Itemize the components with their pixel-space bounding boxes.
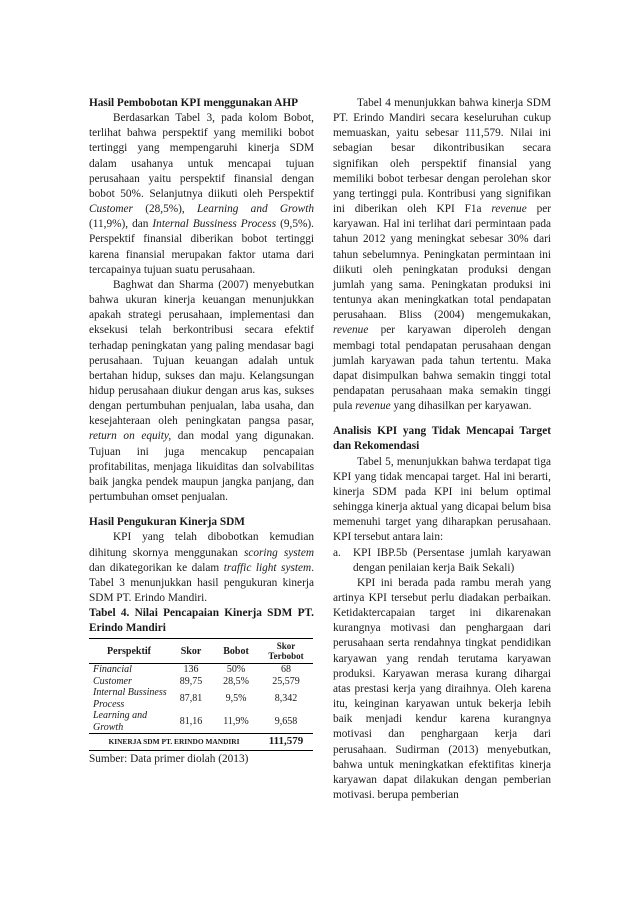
table-source: Sumber: Data primer diolah (2013): [89, 752, 249, 765]
paragraph-tabel4: Tabel 4 menunjukkan bahwa kinerja SDM PT. Erindo Mandiri secara keseluruhan cukup memuaskan, yaitu sebesar 111,579. Nilai ini sebagian besar dikontribusikan secara signifikan oleh perspektif finansial yang memiliki bobot terbesar dengan perolehan skor yang tertinggi pula. Kontribusi yang signifikan ini diberikan oleh KPI F1a revenue per karyawan. Hal ini terlihat dari permintaan pada tahun 2012 yang meningkat sebesar 30% dari tahun sebelumnya. Peningkatan permintaan ini diikuti oleh peningkatan produksi dengan jumlah yang sama. Peningkatan produksi ini tentunya akan meningkatkan total pendapatan perusahaan. Bliss (2004) mengemukakan, revenue per karyawan diperoleh dengan membagi total pendapatan perusahaan dengan jumlah karyawan pada tahun tertentu. Maka dapat disimpulkan bahwa semakin tinggi total pendapatan perusahaan maka semakin tinggi pula revenue yang dihasilkan per karyawan.: [333, 97, 551, 413]
table-header-row: [89, 639, 313, 664]
section-heading-ahp: Hasil Pembobotan KPI menggunakan AHP: [89, 97, 299, 109]
right-column: [333, 96, 551, 803]
italic-term: return on equity,: [89, 430, 172, 443]
table-caption: Tabel 4. Nilai Pencapaian Kinerja SDM PT. Erindo Mandiri: [89, 607, 314, 635]
italic-term: revenue: [355, 400, 391, 413]
cell-bobot: 28,5%: [223, 675, 249, 687]
cell-skor-terbobot: 25,579: [272, 675, 300, 687]
cell-perspektif: Internal Bussiness Process: [93, 687, 167, 710]
cell-perspektif: Customer: [93, 675, 132, 687]
col-header-perspektif: Perspektif: [89, 639, 169, 664]
paragraph-bobot: Berdasarkan Tabel 3, pada kolom Bobot, terlihat bahwa perspektif yang memiliki bobot tertinggi yang mempengaruhi kinerja SDM dalam usahanya untuk mencapai tujuan perusahaan yaitu perspektif finansial dengan bobot 50%. Selanjutnya diikuti oleh Perspektif Customer (28,5%), Learning and Growth (11,9%), dan Internal Bussiness Process (9,5%). Perspektif finansial diberikan bobot tertinggi karena finansial merupakan faktor utama dari tercapainya tujuan suatu perusahaan.: [89, 112, 314, 276]
cell-skor: 89,75: [179, 675, 203, 687]
kpi-table: [89, 638, 313, 751]
cell-bobot: 50%: [226, 664, 246, 676]
table-body: [89, 664, 313, 734]
table-total-row: [89, 734, 313, 751]
col-header-bobot: Bobot: [213, 639, 259, 664]
section-heading-pengukuran: Hasil Pengukuran Kinerja SDM: [89, 516, 245, 529]
paragraph-rambu-merah: KPI ini berada pada rambu merah yang artinya KPI tersebut perlu diadakan perbaikan. Ketidaktercapaian target ini dikarenakan kurangnya motivasi dan penghargaan dari perusahaan serta rendahnya tingkat pendidikan karyawan yang rendah terutama karyawan produksi. Karyawan merasa kurang dihargai atas prestasi kerja yang diraihnya. Oleh karena itu, keinginan karyawan untuk bekerja lebih baik menjadi kendur karena kurangnya motivasi dan penghargaan kerja dari perusahaan. Sudirman (2013) menyebutkan, bahwa untuk meningkatkan efektifitas kinerja karyawan dapat dilakukan dengan pemberian motivasi. berupa pemberian: [333, 576, 551, 802]
paragraph-baghwat: Baghwat dan Sharma (2007) menyebutkan bahwa ukuran kinerja keuangan menunjukkan apakah strategi perusahaan, implementasi dan eksekusi telah berkontribusi secara efektif terhadap peningkatan yang paling mendasar bagi perusahaan. Tujuan keuangan adalah untuk bertahan hidup, sukses dan maju. Kelangsungan hidup perusahaan diukur dengan arus kas, sukses dengan pertumbuhan penjualan, laba usaha, dan kesejahteraan oleh peningkatan pangsa pasar, return on equity, dan modal yang digunakan. Tujuan ini juga mencakup pencapaian profitabilitas, menjaga likuiditas dan solvabilitas baik jangka pendek maupun jangka panjang, dan pertumbuhan omset penjualan.: [89, 278, 314, 504]
paragraph-kpi-scoring: KPI yang telah dibobotkan kemudian dihitung skornya menggunakan scoring system dan dikategorikan ke dalam traffic light system. Tabel 3 menunjukkan hasil pengukuran kinerja SDM PT. Erindo Mandiri.: [89, 531, 315, 604]
cell-perspektif: Financial: [93, 664, 132, 676]
total-value: 111,579: [259, 734, 313, 751]
cell-skor: 136: [183, 664, 199, 676]
list-text: KPI IBP.5b (Persentase jumlah karyawan dengan penilaian kerja Baik Sekali): [353, 546, 551, 574]
italic-term: revenue: [491, 203, 527, 216]
cell-skor-terbobot: 9,658: [274, 716, 298, 728]
table-row: [89, 710, 313, 734]
paragraph-tabel5: Tabel 5, menunjukkan bahwa terdapat tiga KPI yang tidak mencapai target. Hal ini berarti, kinerja SDM pada KPI ini belum optimal sehingga kinerja aktual yang dicapai belum bisa memenuhi target yang diharapkan perusahaan. KPI tersebut antara lain:: [333, 455, 551, 544]
col-header-skor-terbobot: Skor Terbobot: [259, 639, 313, 664]
list-marker: a.: [333, 546, 341, 559]
section-heading-analisis: Analisis KPI yang Tidak Mencapai Target dan Rekomendasi: [333, 425, 551, 453]
table-row: [89, 676, 313, 688]
italic-term: Learning and Growth: [197, 203, 314, 216]
cell-skor-terbobot: 8,342: [274, 693, 298, 705]
cell-skor: 87,81: [179, 693, 203, 705]
total-label: KINERJA SDM PT. ERINDO MANDIRI: [89, 734, 259, 751]
col-header-skor: Skor: [169, 639, 213, 664]
cell-bobot: 11,9%: [223, 716, 249, 728]
italic-term: revenue: [333, 324, 369, 337]
table-row: [89, 687, 313, 710]
cell-perspektif: Learning and Growth: [93, 710, 148, 733]
cell-skor-terbobot: 68: [281, 664, 291, 676]
list-item: [333, 546, 551, 576]
cell-bobot: 9,5%: [225, 693, 247, 705]
italic-term: traffic light system: [223, 561, 312, 574]
italic-term: Internal Bussiness Process: [152, 218, 277, 231]
italic-term: scoring system: [243, 546, 314, 559]
cell-skor: 81,16: [179, 716, 203, 728]
left-column: [89, 96, 314, 767]
italic-term: Customer: [89, 203, 133, 216]
table-row: [89, 664, 313, 676]
